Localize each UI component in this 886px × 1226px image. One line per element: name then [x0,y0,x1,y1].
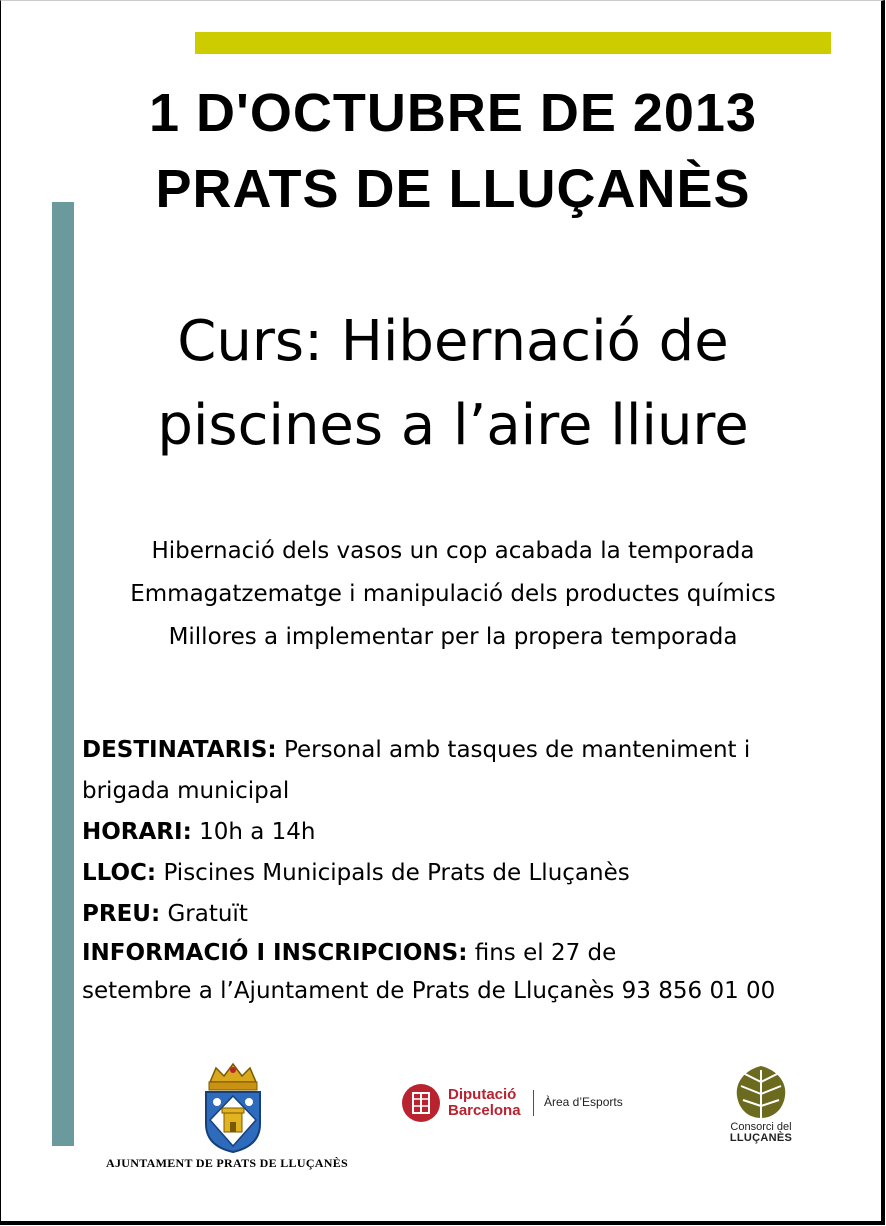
coat-of-arms-icon [200,1062,266,1154]
audience-label: DESTINATARIS: [82,737,277,763]
info-row [82,935,825,971]
price-label: PREU: [82,901,161,927]
location-value: Piscines Municipals de Prats de Lluçanès [163,860,630,886]
consorci-llucanes-logo [716,1064,806,1148]
course-title-line-1: Curs: Hibernació de [177,309,729,374]
topic-item: Hibernació dels vasos un cop acabada la temporada [151,538,755,564]
town-coat-of-arms-logo [200,1062,266,1154]
course-title-line-2: piscines a l’aire lliure [157,393,749,458]
info-row-cont [82,971,825,1012]
top-accent-bar [195,32,831,54]
location-label: LLOC: [82,860,157,886]
audience-row [82,730,825,771]
topic-item: Emmagatzematge i manipulació dels productes químics [130,581,776,607]
diputacio-barcelona-logo [402,1082,642,1126]
schedule-value: 10h a 14h [199,819,316,845]
leaf-icon [733,1064,789,1120]
place-heading: PRATS DE LLUÇANÈS [155,159,751,219]
date-heading: 1 D'OCTUBRE DE 2013 [148,83,758,143]
info-label: INFORMACIÓ I INSCRIPCIONS: [82,940,468,966]
info-value: fins el 27 de [474,940,617,966]
diputacio-emblem-icon [402,1084,440,1122]
schedule-row [82,812,825,853]
consorci-name: Consorci del LLUÇANÈS [729,1121,793,1144]
diputacio-name: Diputació Barcelona [448,1086,521,1119]
diputacio-area: Àrea d’Esports [544,1095,623,1109]
price-value: Gratuït [167,901,248,927]
topic-item: Millores a implementar per la propera temporada [168,624,738,650]
topics-list [80,530,826,659]
diputacio-separator [533,1090,534,1116]
location-row [82,853,825,894]
side-accent-bar [52,202,74,1146]
audience-value-cont: brigada municipal [82,778,290,804]
course-details [82,730,825,1012]
audience-value: Personal amb tasques de manteniment i [283,737,751,763]
price-row [82,894,825,935]
info-value-cont: setembre a l’Ajuntament de Prats de Lluçanès 93 856 01 00 [82,978,776,1004]
course-title [80,300,826,468]
audience-row-cont [82,771,825,812]
town-caption: AJUNTAMENT DE PRATS DE LLUÇANÈS [106,1156,348,1170]
schedule-label: HORARI: [82,819,192,845]
